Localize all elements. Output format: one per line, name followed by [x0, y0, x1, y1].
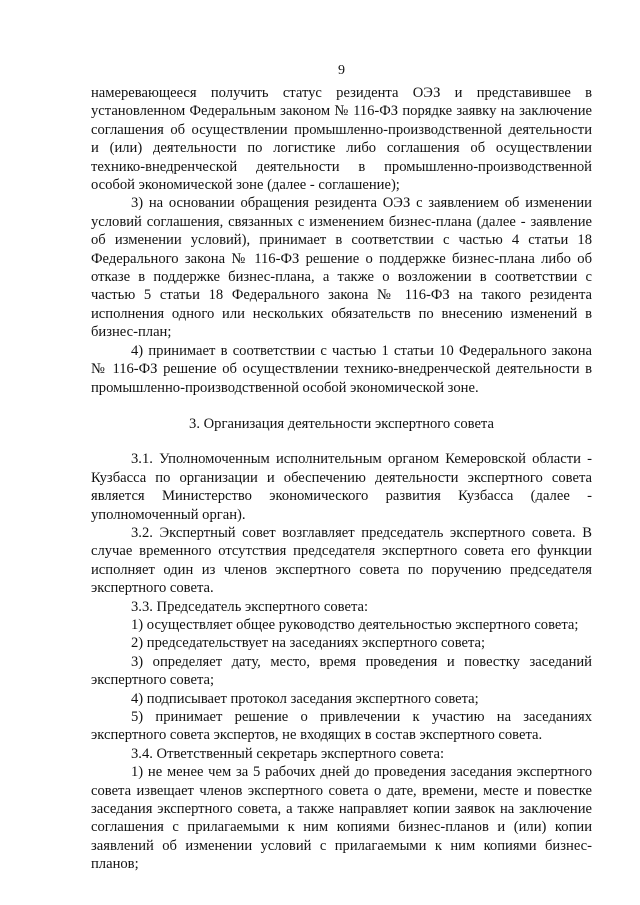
section-heading: 3. Организация деятельности экспертного совета: [189, 415, 494, 432]
paragraph: 4) подписывает протокол заседания экспертного совета;: [131, 690, 479, 707]
paragraph: намеревающееся получить статус резидента ОЭЗ и представившее в установленном Федеральным законом № 116-ФЗ порядке заявку на заключение соглашения об осуществлении промышленно-производственной деятельности и (или) деятельности по логистике либо соглашения об осуществлении технико-внедренческой деятельности в промышленно-производственной особой экономической зоне (далее - соглашение);: [91, 85, 592, 194]
paragraph: 5) принимает решение о привлечении к участию на заседаниях экспертного совета экспертов, не входящих в состав экспертного совета.: [91, 709, 592, 744]
paragraph: 3) определяет дату, место, время проведения и повестку заседаний экспертного совета;: [91, 653, 592, 689]
paragraph: 3.2. Экспертный совет возглавляет председатель экспертного совета. В случае временного отсутствия председателя экспертного совета его функции исполняет один из членов экспертного совета по поручению председателя экспертного совета.: [91, 524, 592, 597]
paragraph: 3.4. Ответственный секретарь экспертного совета:: [131, 745, 445, 762]
top-section: [91, 84, 592, 397]
paragraph: 3.3. Председатель экспертного совета:: [131, 598, 369, 615]
paragraph: 3.1. Уполномоченным исполнительным органом Кемеровской области - Кузбасса по организации и обеспечению деятельности экспертного совета является Министерство экономического развития Кузбасса (далее - уполномоченный орган).: [91, 451, 592, 523]
paragraph: 2) председательствует на заседаниях экспертного совета;: [131, 635, 486, 652]
page-number: 9: [338, 63, 345, 78]
paragraph: 4) принимает в соответствии с частью 1 статьи 10 Федерального закона № 116-ФЗ решение об осуществлении технико-внедренческой деятельности в промышленно-производственной особой экономической зоне.: [91, 342, 592, 396]
paragraph: 1) не менее чем за 5 рабочих дней до проведения заседания экспертного совета извещает членов экспертного совета о дате, времени, месте и повестке заседания экспертного совета, а также направляет копии заявок на заключение соглашения с прилагаемыми к ним копиями бизнес-планов и (или) копии заявлений об изменении условий с прилагаемыми к ним копиями бизнес-планов;: [91, 764, 592, 873]
paragraph: 3) на основании обращения резидента ОЭЗ с заявлением об изменении условий соглашения, связанных с изменением бизнес-плана (далее - заявление об изменении условий), принимает в соответствии с частью 4 статьи 18 Федерального закона № 116-ФЗ решение о поддержке бизнес-плана либо об отказе в поддержке бизнес-плана, а также о возложении в соответствии с частью 5 статьи 18 Федерального закона № 116-ФЗ на такого резидента исполнения одного или нескольких обязательств по внесению изменений в бизнес-план;: [91, 195, 592, 341]
paragraph: 1) осуществляет общее руководство деятельностью экспертного совета;: [131, 616, 579, 633]
bottom-section: [91, 450, 592, 873]
